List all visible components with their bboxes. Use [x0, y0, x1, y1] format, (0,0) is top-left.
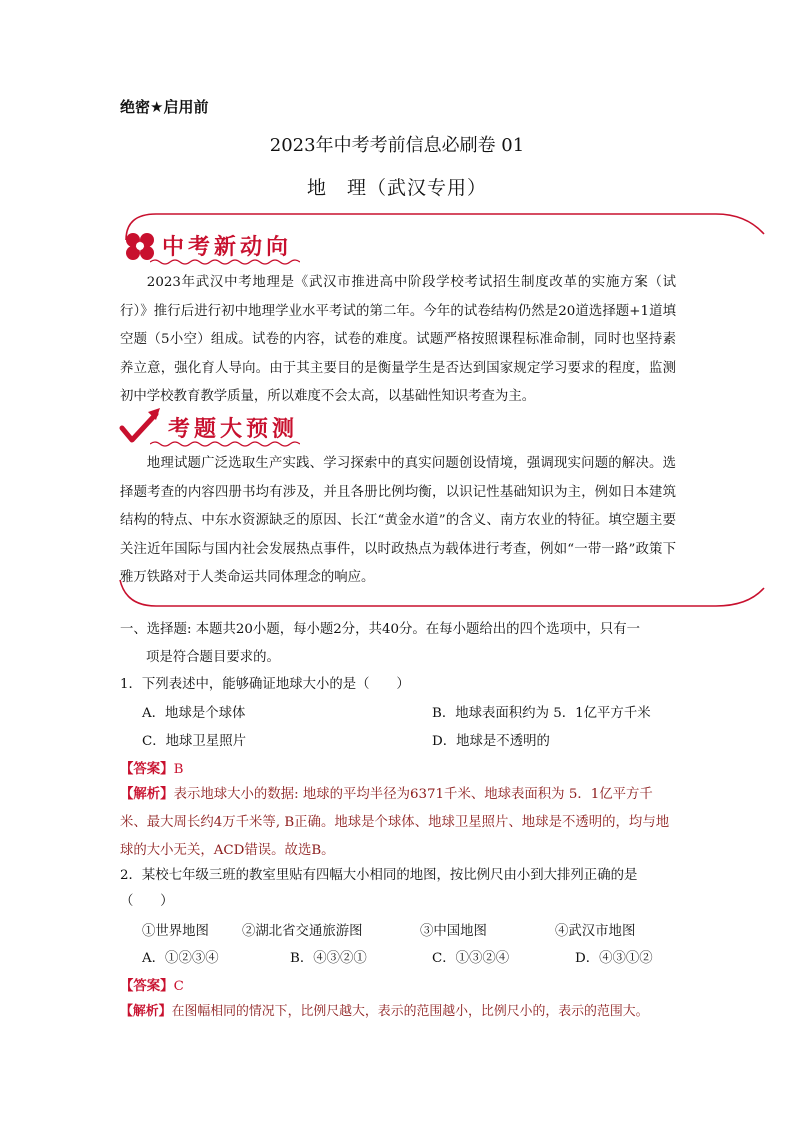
answer-value: B: [173, 762, 184, 777]
q2-map-4: ④武汉市地图: [555, 924, 636, 939]
q2-answer: [120, 975, 184, 994]
wavy-underline: [150, 440, 300, 448]
part-instruction-cont: 项是符合题目要求的。: [146, 650, 280, 665]
q2-option-b: B．④③②①: [290, 951, 367, 966]
q2-explanation: [120, 998, 690, 1026]
q1-option-c: C．地球卫星照片: [142, 734, 246, 749]
explanation-label: 【解析】: [120, 1004, 172, 1019]
exam-title: 2023年中考考前信息必刷卷 01: [269, 135, 525, 156]
part-instruction: 一、选择题: 本题共20小题，每小题2分，共40分。在每小题给出的四个选项中，只有一: [120, 622, 641, 637]
q2-option-d: D．④③①②: [575, 951, 653, 966]
q1-explanation: [120, 780, 676, 865]
q1-option-b: B．地球表面积约为 5．1亿平方千米: [432, 706, 651, 721]
q2-map-3: ③中国地图: [420, 924, 487, 939]
q2-map-2: ②湖北省交通旅游图: [242, 924, 363, 939]
section-heading-predictions: 考题大预测: [168, 417, 299, 442]
q1-answer: [120, 758, 183, 777]
exam-subtitle: 地 理（武汉专用）: [306, 177, 487, 199]
section-new-trends-text: 2023年武汉中考地理是《武汉市推进高中阶段学校考试招生制度改革的实施方案（试行）》推行后进行初中地理学业水平考试的第二年。今年的试卷结构仍然是20道选择题+1道填空题（5小空）组成。试卷的内容，试卷的难度。试题严格按照课程标准命制，同时也坚持素养立意，强化育人导向。由于其主要目的是衡量学生是否达到国家规定学习要求的程度，监测初中学校教育教学质量，所以难度不会太高，以基础性知识考查为主。: [120, 275, 676, 404]
confidential-label: 绝密★启用前: [120, 98, 209, 116]
answer-label: 【答案】: [120, 978, 174, 994]
answer-label: 【答案】: [120, 761, 174, 777]
question-1-stem: 1．下列表述中，能够确证地球大小的是（ ）: [120, 677, 410, 692]
wavy-underline: [150, 258, 300, 266]
q1-option-a: A．地球是个球体: [142, 706, 246, 721]
q2-option-a: A．①②③④: [142, 951, 219, 966]
q1-option-d: D．地球是不透明的: [432, 734, 550, 749]
q2-map-1: ①世界地图: [142, 924, 209, 939]
q2-option-c: C．①③②④: [432, 951, 510, 966]
section-predictions-text: 地理试题广泛选取生产实践、学习探索中的真实问题创设情境，强调现实问题的解决。选择题考查的内容四册书均有涉及，并且各册比例均衡，以识记性基础知识为主，例如日本建筑结构的特点、中东水资源缺乏的原因、长江“黄金水道”的含义、南方农业的特征。填空题主要关注近年国际与国内社会发展热点事件，以时政热点为载体进行考查，例如“一带一路”政策下雅万铁路对于人类命运共同体理念的响应。: [120, 456, 676, 585]
answer-value: C: [173, 979, 184, 994]
explanation-text: 表示地球大小的数据: 地球的平均半径为6371千米、地球表面积为 5．1亿平方千米、最大周长约4万千米等, B正确。地球是个球体、地球卫星照片、地球是不透明的，均与地球的大小无关，ACD错误。故选B。: [120, 787, 670, 858]
explanation-text: 在图幅相同的情况下，比例尺越大，表示的范围越小，比例尺小的，表示的范围大。: [171, 1004, 649, 1019]
question-2-stem-cont: （ ）: [120, 894, 174, 909]
section-heading-new-trends: 中考新动向: [162, 235, 293, 260]
explanation-label: 【解析】: [120, 786, 174, 802]
question-2-stem: 2．某校七年级三班的教室里贴有四幅大小相同的地图，按比例尺由小到大排列正确的是: [120, 868, 638, 883]
